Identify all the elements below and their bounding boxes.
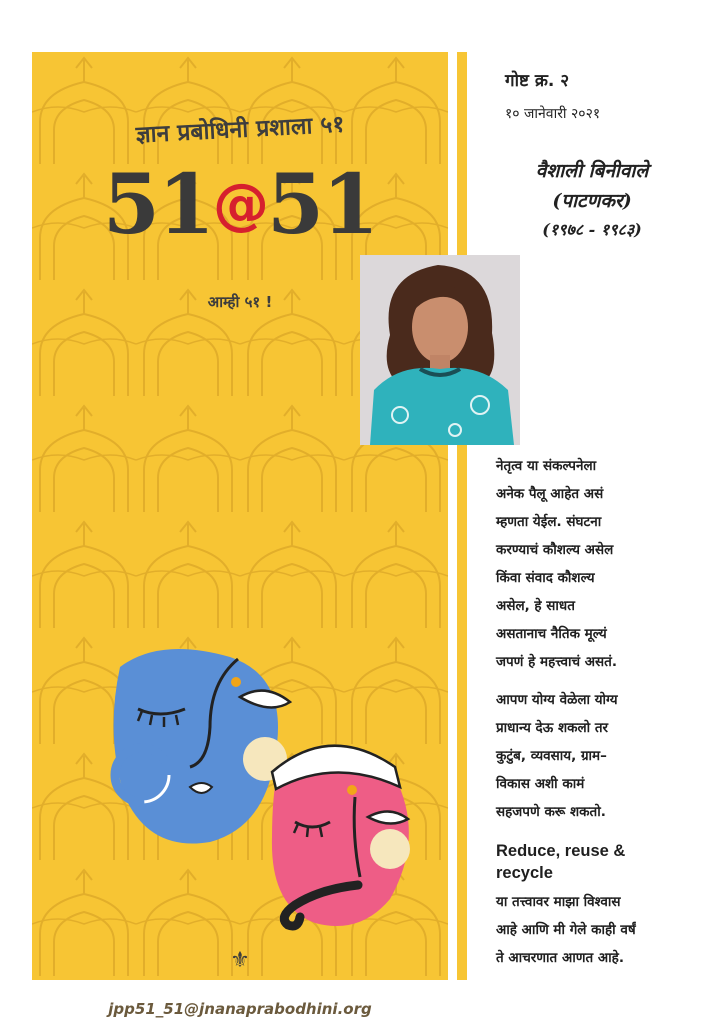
text-line: अनेक पैलू आहेत असं [496, 486, 604, 502]
recycle-heading [496, 840, 625, 884]
tagline: आम्ही ५१ ! [207, 293, 273, 311]
story-number: गोष्ट क्र. २ [505, 71, 570, 91]
story-date: १० जानेवारी २०२१ [505, 106, 601, 122]
paragraph-recycle [496, 888, 636, 972]
text-line: सहजपणे करू शकतो. [496, 804, 606, 820]
text-line: recycle [496, 864, 553, 882]
text-line: किंवा संवाद कौशल्य [496, 570, 595, 586]
logo-at-sign: @ [213, 172, 267, 237]
author-photo [360, 255, 520, 445]
poster [32, 52, 448, 1018]
yellow-divider-stripe [457, 52, 467, 980]
logo-number-right: 51 [267, 157, 378, 253]
school-name: ज्ञान प्रबोधिनी प्रशाला ५१ [135, 110, 345, 149]
text-line: आपण योग्य वेळेला योग्य [496, 692, 618, 708]
logo-number-left: 51 [102, 157, 213, 253]
fifty-one-logo [32, 157, 448, 253]
text-line: असतानाच नैतिक मूल्यं [496, 626, 607, 642]
contact-email: jpp51_51@jnanaprabodhini.org [108, 1000, 372, 1018]
text-line: कुटुंब, व्यवसाय, ग्राम– [496, 748, 607, 764]
text-line: Reduce, reuse & [496, 842, 626, 860]
text-line: प्राधान्य देऊ शकलो तर [496, 720, 609, 736]
text-line: करण्याचं कौशल्य असेल [496, 542, 614, 558]
fleur-de-lis-icon: ⚜ [230, 948, 250, 973]
text-line: विकास अशी कामं [496, 776, 585, 792]
author-years: (१९७८ - १९८३) [542, 219, 642, 239]
paragraph-priorities [496, 686, 618, 826]
blue-mask [114, 649, 290, 844]
text-line: म्हणता येईल. संघटना [496, 514, 602, 530]
author-name: वैशाली बिनीवाले [535, 160, 649, 182]
paragraph-leadership [496, 452, 617, 676]
author-block [476, 156, 708, 242]
text-line: असेल, हे साधत [496, 598, 575, 614]
text-line: या तत्त्वावर माझा विश्वास [496, 894, 621, 910]
text-line: नेतृत्व या संकल्पनेला [496, 458, 597, 474]
pink-mask [272, 746, 410, 926]
author-maiden-name: (पाटणकर) [552, 190, 632, 213]
theatre-masks-illustration [90, 637, 410, 937]
text-line: आहे आणि मी गेले काही वर्षं [496, 922, 636, 938]
text-line: जपणं हे महत्त्वाचं असतं. [496, 654, 618, 670]
text-line: ते आचरणात आणत आहे. [496, 950, 624, 966]
